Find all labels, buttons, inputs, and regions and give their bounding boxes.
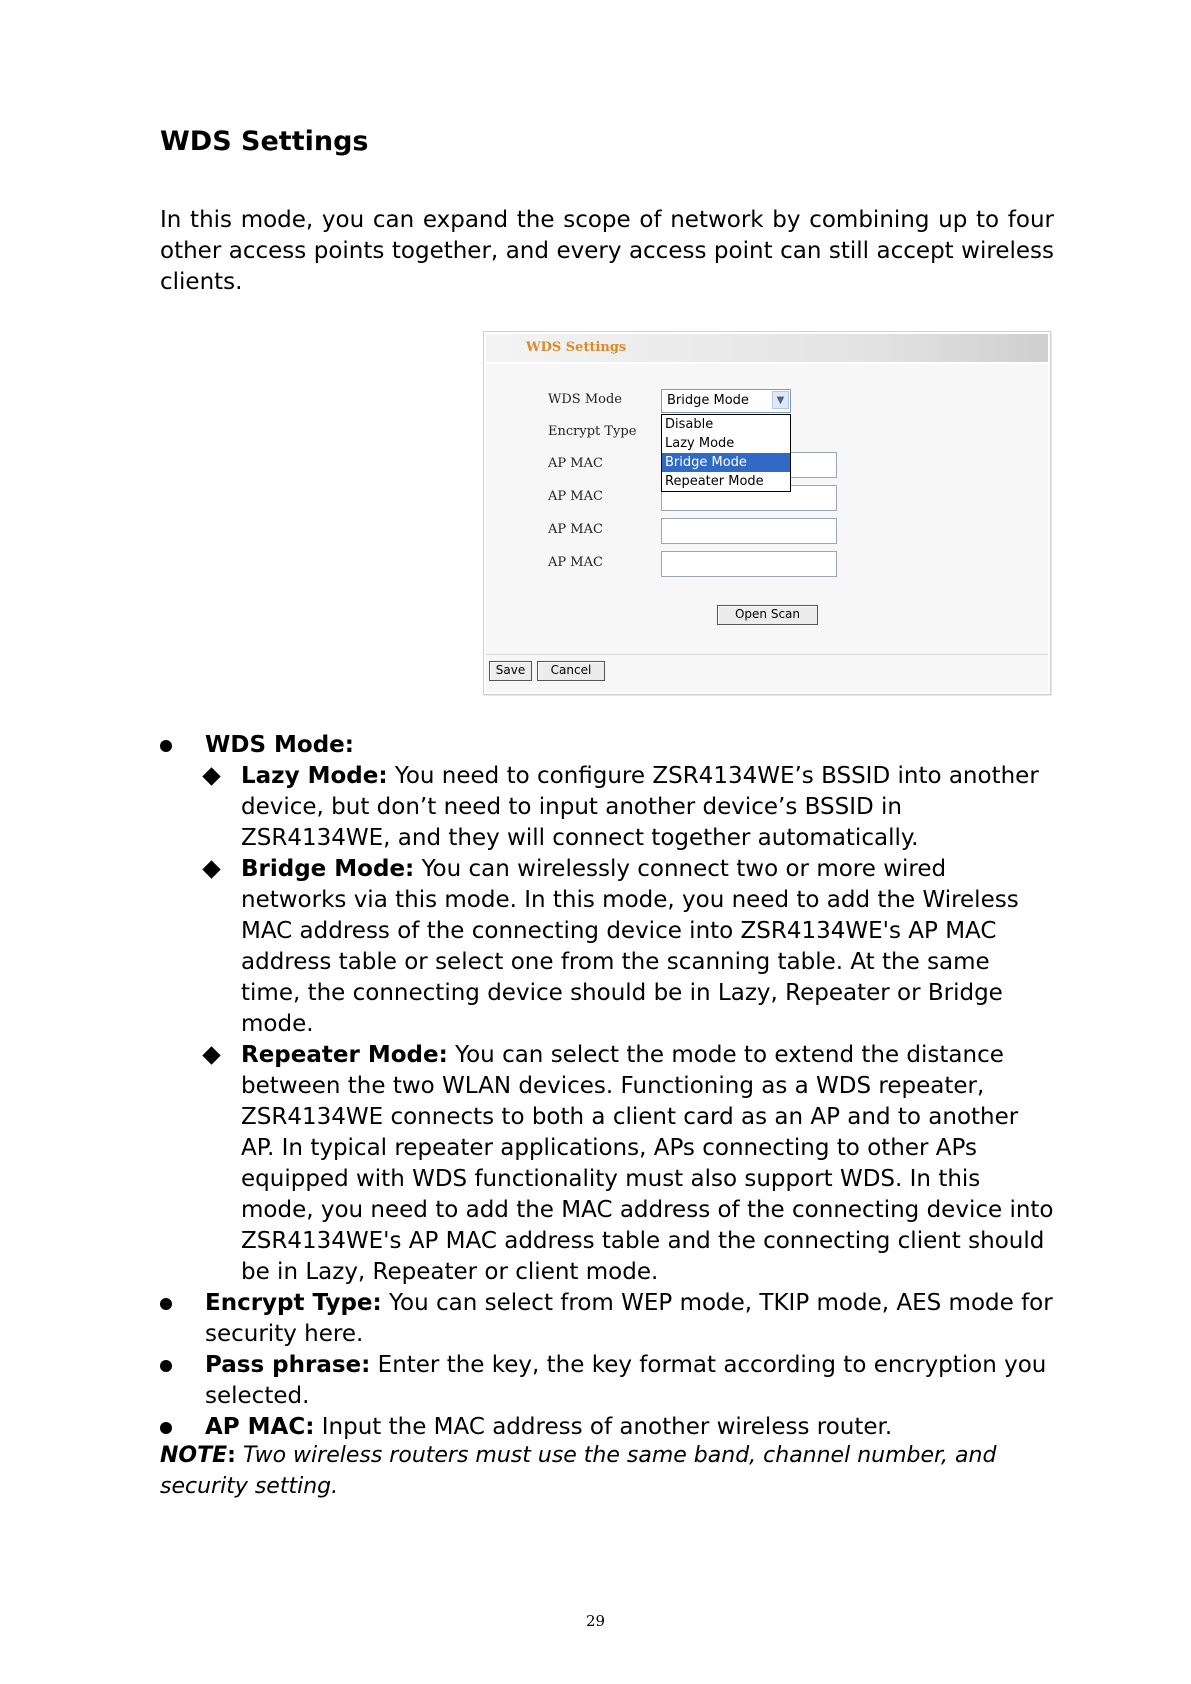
apmac-text: Input the MAC address of another wireless router. (321, 1414, 893, 1440)
repeater-text: You can select the mode to extend the distance between the two WLAN devices. Functioning as a WDS repeater, ZSR4134WE connects to both a client card as an AP and to another AP. In typical repeater applications, APs connecting to other APs equipped with WDS functionality must also support WDS. In this mode, you need to add the MAC address of the connecting device into ZSR4134WE's AP MAC address table and the connecting client should be in Lazy, Repeater or client mode. (241, 1042, 1054, 1285)
bullet-list (160, 730, 1054, 1443)
diamond-bullet-icon (202, 767, 220, 785)
repeater-term: Repeater Mode: (241, 1042, 448, 1068)
note-label: NOTE (160, 1443, 228, 1468)
encrypt-type-label: Encrypt Type (548, 424, 637, 439)
save-button[interactable]: Save (489, 661, 532, 681)
screenshot-header (486, 334, 1048, 362)
note-text: Two wireless routers must use the same band, channel number, and security setting. (160, 1443, 997, 1499)
ap-mac-label-2: AP MAC (548, 489, 603, 504)
page-number: 29 (585, 1612, 606, 1630)
dropdown-option-repeater[interactable]: Repeater Mode (665, 474, 764, 489)
sub-bullet-lazy (160, 761, 1054, 854)
bullet-dot (160, 1298, 172, 1310)
apmac-term: AP MAC: (205, 1414, 315, 1440)
intro-paragraph: In this mode, you can expand the scope of network by combining up to four other access points together, and every access point can still accept wireless clients. (160, 207, 1054, 295)
screenshot-body (486, 364, 1048, 692)
divider (486, 654, 1048, 655)
wds-mode-term: WDS Mode: (205, 732, 354, 758)
bullet-dot (160, 740, 172, 752)
wds-mode-select[interactable] (661, 389, 791, 413)
note-paragraph: NOTE: Two wireless routers must use the same band, channel number, and security setting. (160, 1443, 997, 1499)
wds-mode-value: Bridge Mode (667, 393, 749, 408)
dropdown-option-bridge[interactable]: Bridge Mode (662, 453, 790, 472)
encrypt-text: You can select from WEP mode, TKIP mode, AES mode for security here. (205, 1290, 1053, 1347)
ap-mac-label-1: AP MAC (548, 456, 603, 471)
encrypt-term: Encrypt Type: (205, 1290, 382, 1316)
bullet-pass-phrase (160, 1350, 1054, 1412)
section-heading: WDS Settings (160, 126, 369, 157)
bridge-term: Bridge Mode: (241, 856, 415, 882)
sub-bullet-repeater (160, 1040, 1054, 1288)
ap-mac-input-3[interactable] (661, 518, 837, 544)
bullet-dot (160, 1360, 172, 1372)
wds-mode-dropdown (661, 414, 791, 492)
bullet-wds-mode (160, 730, 1054, 761)
lazy-text: You need to configure ZSR4134WE’s BSSID into another device, but don’t need to input another device’s BSSID in ZSR4134WE, and they will connect together automatically. (241, 763, 1039, 851)
bullet-ap-mac (160, 1412, 1054, 1443)
cancel-button[interactable]: Cancel (537, 661, 605, 681)
screenshot-title: WDS Settings (526, 340, 627, 355)
wds-settings-screenshot (483, 331, 1051, 695)
sub-bullet-bridge (160, 854, 1054, 1040)
ap-mac-label-4: AP MAC (548, 555, 603, 570)
bullet-encrypt-type (160, 1288, 1054, 1350)
ap-mac-input-4[interactable] (661, 551, 837, 577)
bullet-dot (160, 1422, 172, 1434)
pass-term: Pass phrase: (205, 1352, 371, 1378)
lazy-term: Lazy Mode: (241, 763, 388, 789)
diamond-bullet-icon (202, 860, 220, 878)
pass-text: Enter the key, the key format according to encryption you selected. (205, 1352, 1047, 1409)
dropdown-option-disable[interactable]: Disable (665, 417, 714, 432)
open-scan-button[interactable]: Open Scan (717, 605, 818, 625)
wds-mode-label: WDS Mode (548, 392, 622, 407)
diamond-bullet-icon (202, 1046, 220, 1064)
dropdown-option-lazy[interactable]: Lazy Mode (665, 436, 735, 451)
chevron-down-icon[interactable]: ▼ (772, 391, 789, 409)
bridge-text: You can wirelessly connect two or more wired networks via this mode. In this mode, you need to add the Wireless MAC address of the connecting device into ZSR4134WE's AP MAC address table or select one from the scanning table. At the same time, the connecting device should be in Lazy, Repeater or Bridge mode. (241, 856, 1019, 1037)
ap-mac-label-3: AP MAC (548, 522, 603, 537)
